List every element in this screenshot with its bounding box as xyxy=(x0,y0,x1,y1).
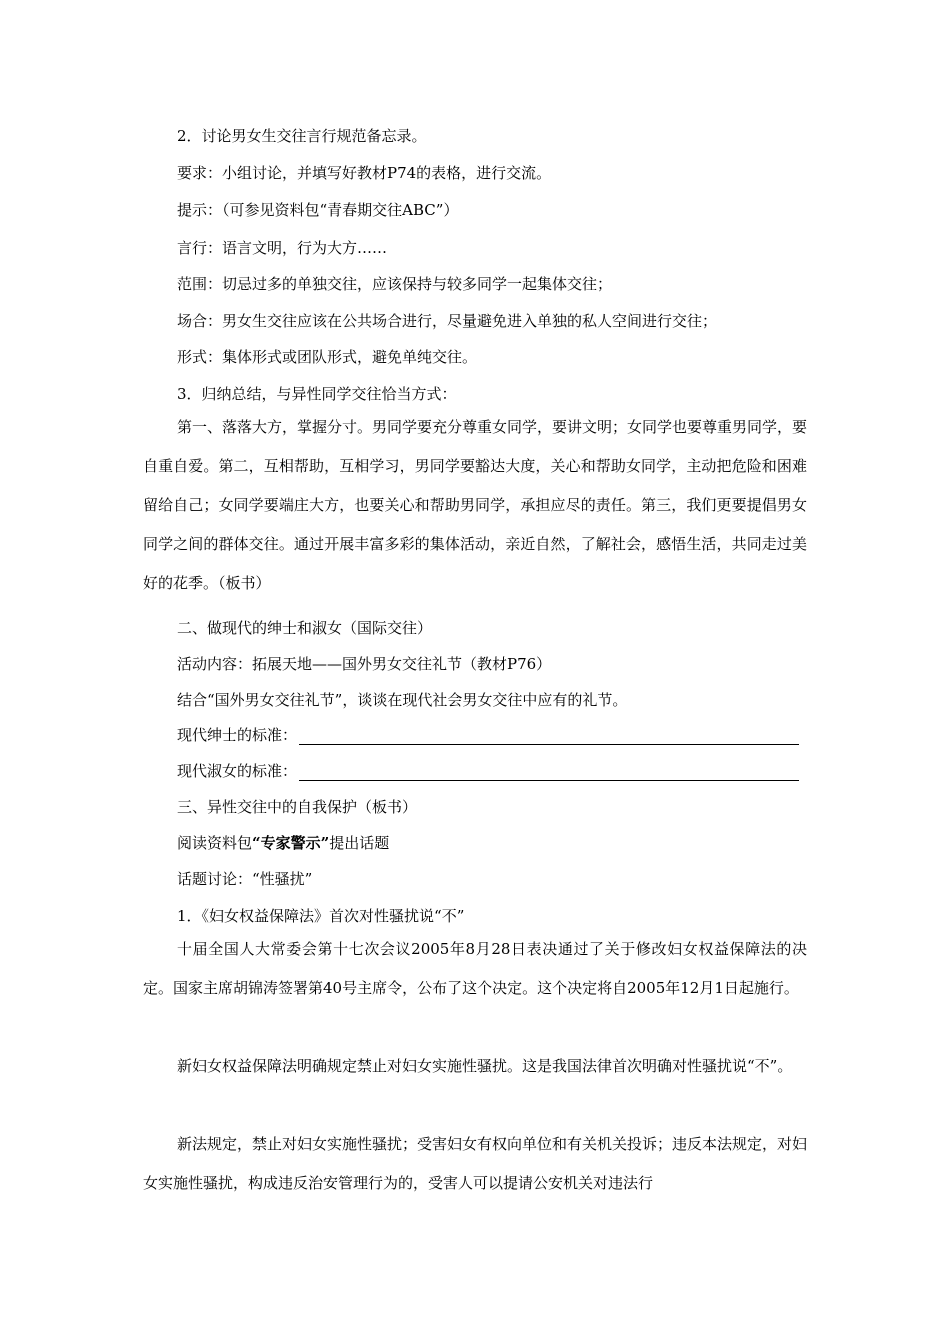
lady-standard-label: 现代淑女的标准： xyxy=(177,762,298,780)
topic-line: 话题讨论：“性骚扰” xyxy=(177,870,313,888)
lady-standard-blank xyxy=(299,763,799,781)
form-line: 形式：集体形式或团队形式，避免单纯交往。 xyxy=(177,348,478,366)
law-paragraph-3: 新法规定，禁止对妇女实施性骚扰；受害妇女有权向单位和有关机关投诉；违反本法规定，对妇女实施性骚扰，构成违反治安管理行为的，受害人可以提请公安机关对违法行 xyxy=(143,1135,808,1192)
activity-line: 活动内容：拓展天地——国外男女交往礼节（教材P76） xyxy=(177,655,552,673)
law-paragraph-1: 十届全国人大常委会第十七次会议2005年8月28日表决通过了关于修改妇女权益保障法的决定。国家主席胡锦涛签署第40号主席令，公布了这个决定。这个决定将自2005年12月1日起施行。 xyxy=(143,940,807,997)
reading-suffix: 提出话题 xyxy=(329,834,390,852)
speech-conduct-line: 言行：语言文明，行为大方…… xyxy=(177,239,388,257)
venue-line: 场合：男女生交往应该在公共场合进行，尽量避免进入单独的私人空间进行交往； xyxy=(177,312,718,330)
expert-warning-text: “专家警示” xyxy=(252,834,330,852)
discussion-line: 结合“国外男女交往礼节”，谈谈在现代社会男女交往中应有的礼节。 xyxy=(177,691,628,709)
reading-line xyxy=(177,833,389,853)
gentleman-standard-blank xyxy=(299,727,799,745)
law-heading: 1．《妇女权益保障法》首次对性骚扰说“不” xyxy=(177,907,465,925)
law-paragraph-2: 新妇女权益保障法明确规定禁止对妇女实施性骚扰。这是我国法律首次明确对性骚扰说“不”。 xyxy=(177,1057,793,1075)
requirement-line: 要求：小组讨论，并填写好教材P74的表格，进行交流。 xyxy=(177,164,552,182)
scope-line: 范围：切忌过多的单独交往，应该保持与较多同学一起集体交往； xyxy=(177,275,613,293)
item-2-heading: 2．讨论男女生交往言行规范备忘录。 xyxy=(177,127,427,145)
section-2-heading: 二、做现代的绅士和淑女（国际交往） xyxy=(177,619,433,637)
gentleman-standard-row xyxy=(177,725,799,745)
lady-standard-row xyxy=(177,761,799,781)
reading-prefix: 阅读资料包 xyxy=(177,834,253,852)
hint-line: 提示：（可参见资料包“青春期交往ABC”） xyxy=(177,201,459,219)
summary-paragraph: 第一、落落大方，掌握分寸。男同学要充分尊重女同学，要讲文明；女同学也要尊重男同学，要自重自爱。第二，互相帮助，互相学习，男同学要豁达大度，关心和帮助女同学，主动把危险和困难留给自己；女同学要端庄大方，也要关心和帮助男同学，承担应尽的责任。第三，我们更要提倡男女同学之间的群体交往。通过开展丰富多彩的集体活动，亲近自然，了解社会，感悟生活，共同走过美好的花季。（板书） xyxy=(143,418,808,592)
section-3-heading: 三、异性交往中的自我保护（板书） xyxy=(177,798,418,816)
item-3-heading: 3．归纳总结，与异性同学交往恰当方式： xyxy=(177,385,457,403)
gentleman-standard-label: 现代绅士的标准： xyxy=(177,726,298,744)
